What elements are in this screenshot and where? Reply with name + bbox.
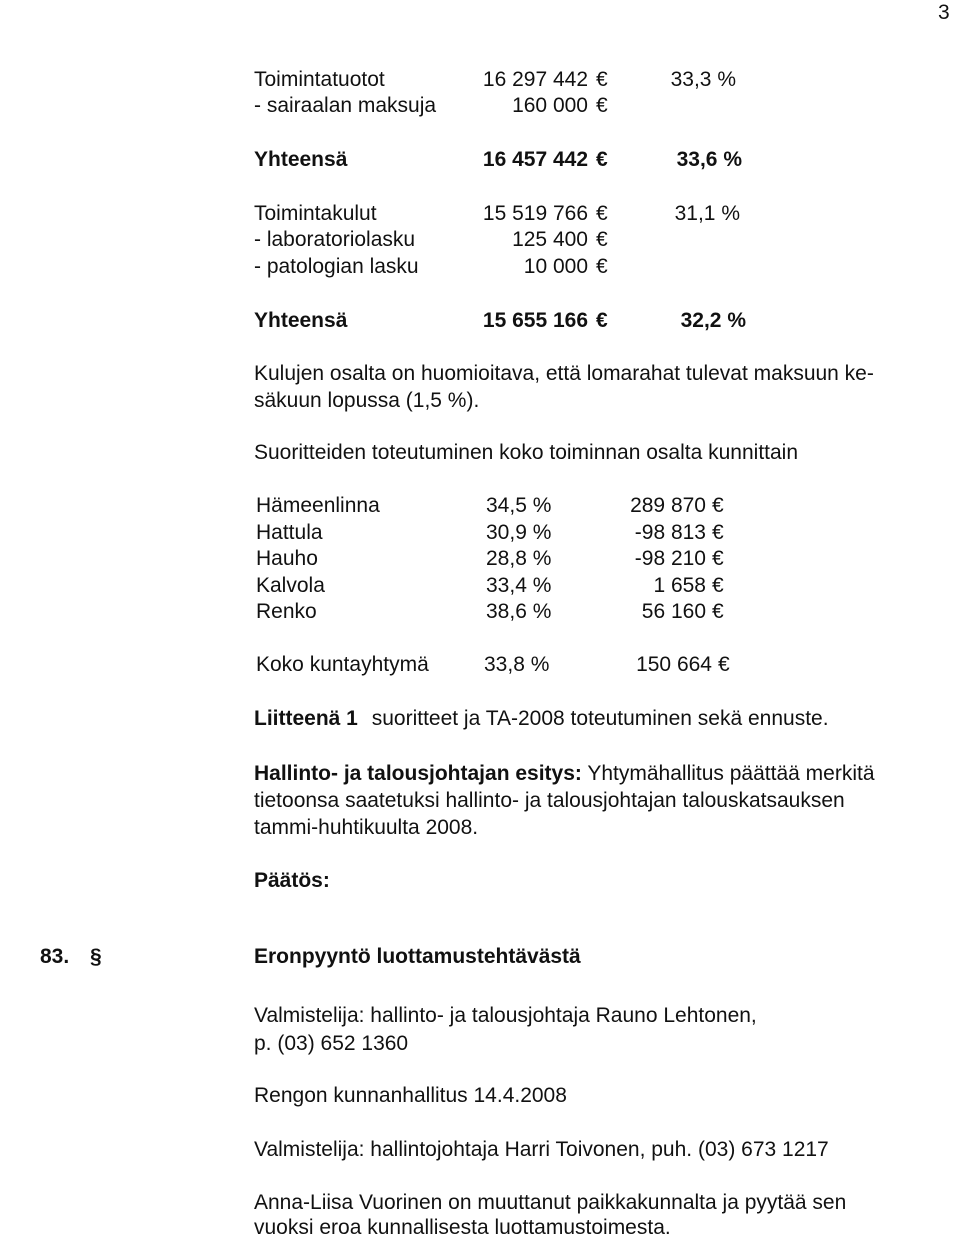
decision-label: Päätös: bbox=[254, 869, 330, 892]
total-pct: 33,8 % bbox=[484, 653, 550, 676]
income-pct: 33,3 % bbox=[670, 68, 736, 91]
note-line: Kulujen osalta on huomioitava, että lomarahat tulevat maksuun ke- bbox=[254, 362, 874, 385]
proposal-text: Yhtymähallitus päättää merkitä bbox=[587, 762, 875, 785]
euro-sign: € bbox=[712, 494, 724, 517]
total-amount: 150 664 bbox=[636, 653, 712, 676]
municipality-pct: 38,6 % bbox=[486, 600, 552, 623]
euro-sign: € bbox=[596, 202, 608, 225]
municipality-name: Hauho bbox=[256, 547, 318, 570]
income-label: Toimintatuotot bbox=[254, 68, 385, 91]
municipality-name: Hämeenlinna bbox=[256, 494, 380, 517]
cost-amount: 125 400 bbox=[512, 228, 588, 251]
proposal-line: tietoonsa saatetuksi hallinto- ja talousjohtajan talouskatsauksen bbox=[254, 789, 845, 812]
attachment-line bbox=[254, 705, 829, 732]
cost-amount: 15 519 766 bbox=[482, 202, 588, 225]
cost-amount: 10 000 bbox=[523, 255, 588, 278]
income-amount: 16 297 442 bbox=[482, 68, 588, 91]
cost-total-label: Yhteensä bbox=[254, 309, 348, 332]
proposal-line: tammi-huhtikuulta 2008. bbox=[254, 816, 479, 839]
attachment-label: Liitteenä 1 bbox=[254, 707, 358, 730]
cost-label: - patologian lasku bbox=[254, 255, 419, 278]
euro-sign: € bbox=[596, 228, 608, 251]
resignation-line: vuoksi eroa kunnallisesta luottamustoimesta. bbox=[254, 1216, 671, 1239]
municipality-amount: 289 870 bbox=[630, 494, 706, 517]
euro-sign: € bbox=[712, 547, 724, 570]
municipality-name: Kalvola bbox=[256, 574, 325, 597]
municipality-amount: -98 813 bbox=[634, 521, 706, 544]
municipality-pct: 33,4 % bbox=[486, 574, 552, 597]
income-total-pct: 33,6 % bbox=[676, 148, 742, 171]
income-amount: 160 000 bbox=[512, 94, 588, 117]
cost-label: Toimintakulut bbox=[254, 202, 377, 225]
municipality-pct: 34,5 % bbox=[486, 494, 552, 517]
proposal-line bbox=[254, 760, 875, 787]
euro-sign: € bbox=[596, 255, 608, 278]
page-number: 3 bbox=[938, 1, 950, 24]
income-total-amount: 16 457 442 bbox=[482, 148, 588, 171]
municipality-name: Renko bbox=[256, 600, 317, 623]
municipality-pct: 30,9 % bbox=[486, 521, 552, 544]
municipality-amount: 1 658 bbox=[653, 574, 706, 597]
municipality-amount: 56 160 bbox=[641, 600, 706, 623]
euro-sign: € bbox=[712, 600, 724, 623]
note-line: säkuun lopussa (1,5 %). bbox=[254, 389, 480, 412]
board-meeting: Rengon kunnanhallitus 14.4.2008 bbox=[254, 1084, 567, 1107]
total-name: Koko kuntayhtymä bbox=[256, 653, 429, 676]
section-symbol: § bbox=[90, 945, 102, 968]
euro-sign: € bbox=[596, 94, 608, 117]
section-title: Eronpyyntö luottamustehtävästä bbox=[254, 945, 581, 968]
attachment-text: suoritteet ja TA-2008 toteutuminen sekä ennuste. bbox=[371, 707, 829, 730]
municipalities-heading: Suoritteiden toteutuminen koko toiminnan osalta kunnittain bbox=[254, 441, 799, 464]
preparer-phone: p. (03) 652 1360 bbox=[254, 1032, 409, 1055]
cost-total-amount: 15 655 166 bbox=[482, 309, 588, 332]
cost-pct: 31,1 % bbox=[674, 202, 740, 225]
preparer-line: Valmistelija: hallintojohtaja Harri Toivonen, puh. (03) 673 1217 bbox=[254, 1138, 829, 1161]
municipality-amount: -98 210 bbox=[634, 547, 706, 570]
cost-total-pct: 32,2 % bbox=[680, 309, 746, 332]
euro-sign: € bbox=[596, 148, 608, 171]
municipality-pct: 28,8 % bbox=[486, 547, 552, 570]
income-total-label: Yhteensä bbox=[254, 148, 348, 171]
euro-sign: € bbox=[712, 521, 724, 544]
municipality-name: Hattula bbox=[256, 521, 323, 544]
euro-sign: € bbox=[596, 68, 608, 91]
income-label: - sairaalan maksuja bbox=[254, 94, 437, 117]
euro-sign: € bbox=[596, 309, 608, 332]
euro-sign: € bbox=[712, 574, 724, 597]
euro-sign: € bbox=[718, 653, 730, 676]
cost-label: - laboratoriolasku bbox=[254, 228, 416, 251]
section-number: 83. bbox=[40, 945, 70, 968]
preparer-line: Valmistelija: hallinto- ja talousjohtaja Rauno Lehtonen, bbox=[254, 1004, 757, 1027]
proposal-label: Hallinto- ja talousjohtajan esitys: bbox=[254, 762, 582, 785]
resignation-line: Anna-Liisa Vuorinen on muuttanut paikkakunnalta ja pyytää sen bbox=[254, 1191, 847, 1214]
